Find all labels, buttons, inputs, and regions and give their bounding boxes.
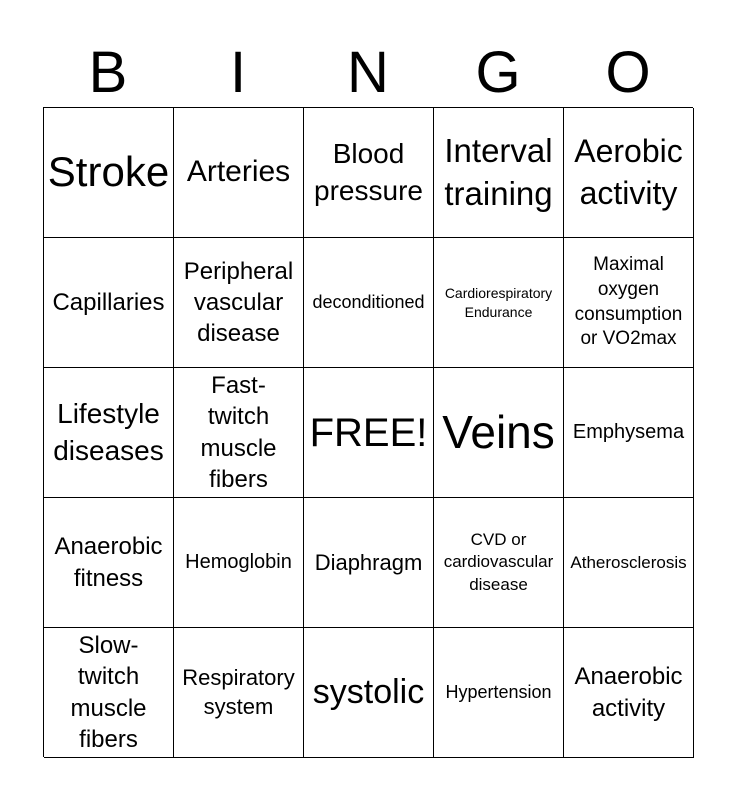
- bingo-header: [43, 40, 693, 106]
- bingo-cell[interactable]: [174, 368, 304, 498]
- cell-label: Respiratory system: [182, 664, 295, 719]
- bingo-cell[interactable]: [304, 108, 434, 238]
- cell-label: Fast-twitch muscle fibers: [200, 372, 277, 493]
- cell-label: Stroke: [47, 148, 170, 196]
- bingo-cell[interactable]: [44, 628, 174, 758]
- bingo-cell[interactable]: [44, 368, 174, 498]
- bingo-cell[interactable]: [434, 238, 564, 368]
- cell-label: Capillaries: [52, 288, 165, 316]
- header-letter-i: I: [229, 40, 247, 105]
- bingo-cell[interactable]: [564, 628, 694, 758]
- cell-label: deconditioned: [312, 292, 425, 313]
- header-letter-o: O: [605, 40, 651, 105]
- bingo-cell[interactable]: [174, 238, 304, 368]
- bingo-cell[interactable]: [174, 108, 304, 238]
- bingo-cell[interactable]: [44, 108, 174, 238]
- cell-label: systolic: [312, 672, 425, 711]
- cell-label: Blood pressure: [314, 138, 423, 206]
- cell-label: Aerobic activity: [574, 132, 683, 211]
- cell-label: Atherosclerosis: [570, 552, 687, 572]
- header-letter-n: N: [347, 40, 389, 105]
- bingo-cell[interactable]: [304, 498, 434, 628]
- cell-label: Peripheral vascular disease: [183, 257, 294, 348]
- bingo-cell[interactable]: [434, 498, 564, 628]
- bingo-cell[interactable]: [174, 498, 304, 628]
- bingo-cell[interactable]: [434, 368, 564, 498]
- bingo-cell[interactable]: [174, 628, 304, 758]
- bingo-cell[interactable]: [304, 628, 434, 758]
- cell-label: Anaerobic activity: [574, 663, 683, 722]
- bingo-cell[interactable]: [434, 108, 564, 238]
- header-letter-g: G: [475, 40, 521, 105]
- bingo-cell[interactable]: [304, 238, 434, 368]
- bingo-cell[interactable]: [564, 108, 694, 238]
- cell-label: FREE!: [309, 410, 428, 455]
- cell-label: Maximal oxygen consumption or VO2max: [574, 254, 683, 350]
- cell-label: CVD or cardiovascular disease: [443, 530, 554, 594]
- cell-label: Interval training: [444, 131, 553, 212]
- cell-label: Cardiorespiratory Endurance: [444, 284, 553, 320]
- bingo-board: [43, 107, 693, 757]
- bingo-cell[interactable]: [304, 368, 434, 498]
- cell-label: Arteries: [186, 155, 291, 189]
- bingo-cell[interactable]: [44, 238, 174, 368]
- cell-label: Emphysema: [572, 421, 685, 443]
- cell-label: Hypertension: [445, 682, 552, 703]
- bingo-cell[interactable]: [564, 368, 694, 498]
- cell-label: Hemoglobin: [185, 551, 292, 573]
- bingo-cell[interactable]: [564, 498, 694, 628]
- cell-label: Slow-twitch muscle fibers: [70, 632, 147, 753]
- bingo-cell[interactable]: [44, 498, 174, 628]
- cell-label: Anaerobic fitness: [54, 533, 163, 592]
- bingo-cell[interactable]: [434, 628, 564, 758]
- header-letter-b: B: [88, 40, 128, 105]
- cell-label: Veins: [442, 406, 555, 459]
- bingo-cell[interactable]: [564, 238, 694, 368]
- cell-label: Lifestyle diseases: [53, 398, 164, 466]
- cell-label: Diaphragm: [314, 549, 423, 575]
